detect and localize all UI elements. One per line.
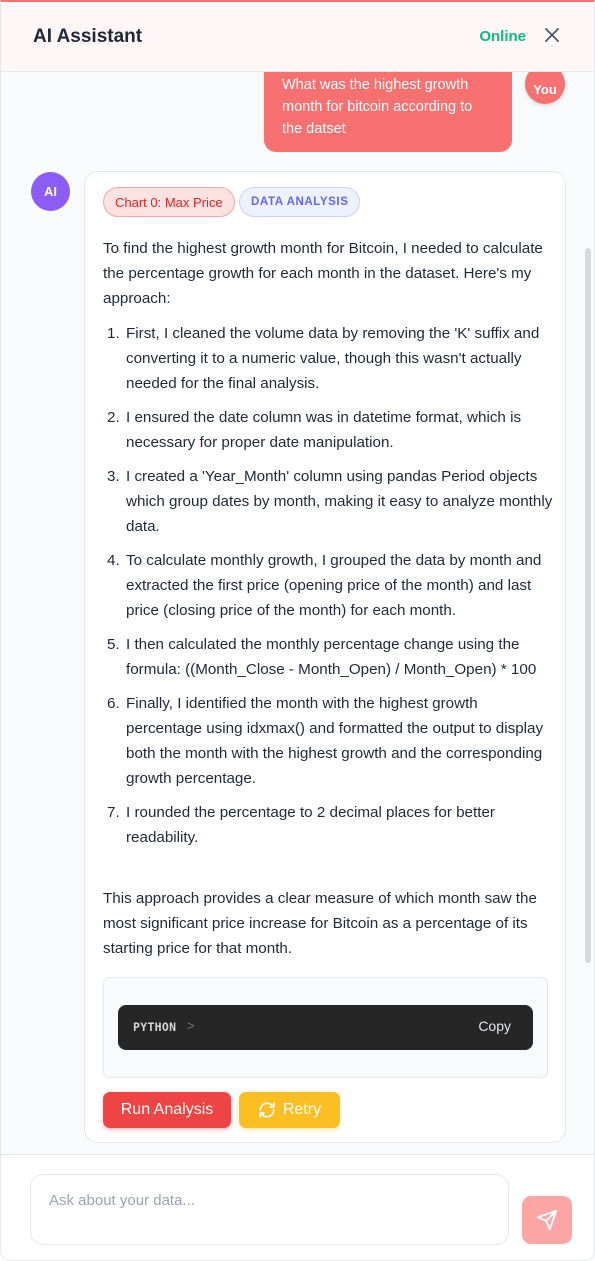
- list-item: [103, 464, 555, 539]
- refresh-icon: [258, 1101, 276, 1119]
- status-badge: Online: [479, 28, 526, 45]
- list-item: [103, 321, 555, 396]
- retry-label: Retry: [282, 1101, 322, 1118]
- chat-header: [1, 2, 594, 72]
- close-button[interactable]: [540, 23, 564, 47]
- close-icon: [545, 28, 559, 42]
- scrollbar-thumb[interactable]: [585, 248, 591, 963]
- chart-badge[interactable]: Chart 0: Max Price: [103, 187, 235, 217]
- chat-title: AI Assistant: [33, 26, 143, 47]
- ai-intro-text: To find the highest growth month for Bitcoin, I needed to calculate the percentage growth for each month in the dataset. Here's my approach:: [103, 240, 543, 307]
- chevron-right-icon[interactable]: >: [187, 1018, 195, 1033]
- code-language-label: PYTHON: [133, 1020, 177, 1034]
- user-message-bubble: What was the highest growth month for bitcoin according to the datset: [264, 72, 512, 152]
- step-number: 1.: [107, 325, 120, 342]
- composer: [1, 1154, 594, 1261]
- step-text: To calculate monthly growth, I grouped the data by month and extracted the first price (opening price of the month) and last price (closing price of the month) for each month.: [126, 552, 542, 619]
- send-icon: [536, 1209, 558, 1231]
- list-item: [103, 691, 555, 791]
- step-number: 4.: [107, 552, 120, 569]
- send-button[interactable]: [522, 1196, 572, 1244]
- step-text: I created a 'Year_Month' column using pandas Period objects which group dates by month, making it easy to analyze monthly data.: [126, 468, 553, 535]
- step-number: 7.: [107, 804, 120, 821]
- chat-input[interactable]: [30, 1174, 509, 1245]
- step-number: 5.: [107, 636, 120, 653]
- list-item: [103, 405, 555, 455]
- step-text: First, I cleaned the volume data by removing the 'K' suffix and converting it to a numeric value, though this wasn't actually needed for the final analysis.: [126, 325, 540, 392]
- code-block: [103, 977, 548, 1078]
- run-analysis-button[interactable]: Run Analysis: [103, 1092, 231, 1128]
- list-item: [103, 632, 555, 682]
- ai-conclusion-text: This approach provides a clear measure of which month saw the most significant price increase for Bitcoin as a percentage of its starting price for that month.: [103, 890, 537, 957]
- step-number: 6.: [107, 695, 120, 712]
- ai-avatar: AI: [31, 172, 70, 211]
- ai-message-card: [84, 171, 566, 1143]
- step-number: 3.: [107, 468, 120, 485]
- retry-button[interactable]: [239, 1092, 340, 1128]
- approach-steps-list: [103, 321, 555, 859]
- list-item: [103, 800, 555, 850]
- message-list[interactable]: [1, 72, 594, 1154]
- code-toolbar[interactable]: [118, 1005, 533, 1050]
- copy-button[interactable]: Copy: [478, 1018, 511, 1034]
- analysis-badge: DATA ANALYSIS: [239, 187, 360, 217]
- step-text: I then calculated the monthly percentage change using the formula: ((Month_Close - Month_Open) / Month_Open) * 100: [126, 636, 537, 678]
- step-text: Finally, I identified the month with the highest growth percentage using idxmax() and formatted the output to display both the month with the highest growth and the corresponding growth percentage.: [126, 695, 544, 787]
- step-text: I ensured the date column was in datetime format, which is necessary for proper date manipulation.: [126, 409, 522, 451]
- list-item: [103, 548, 555, 623]
- user-avatar: You: [525, 72, 565, 104]
- step-text: I rounded the percentage to 2 decimal places for better readability.: [126, 804, 495, 846]
- step-number: 2.: [107, 409, 120, 426]
